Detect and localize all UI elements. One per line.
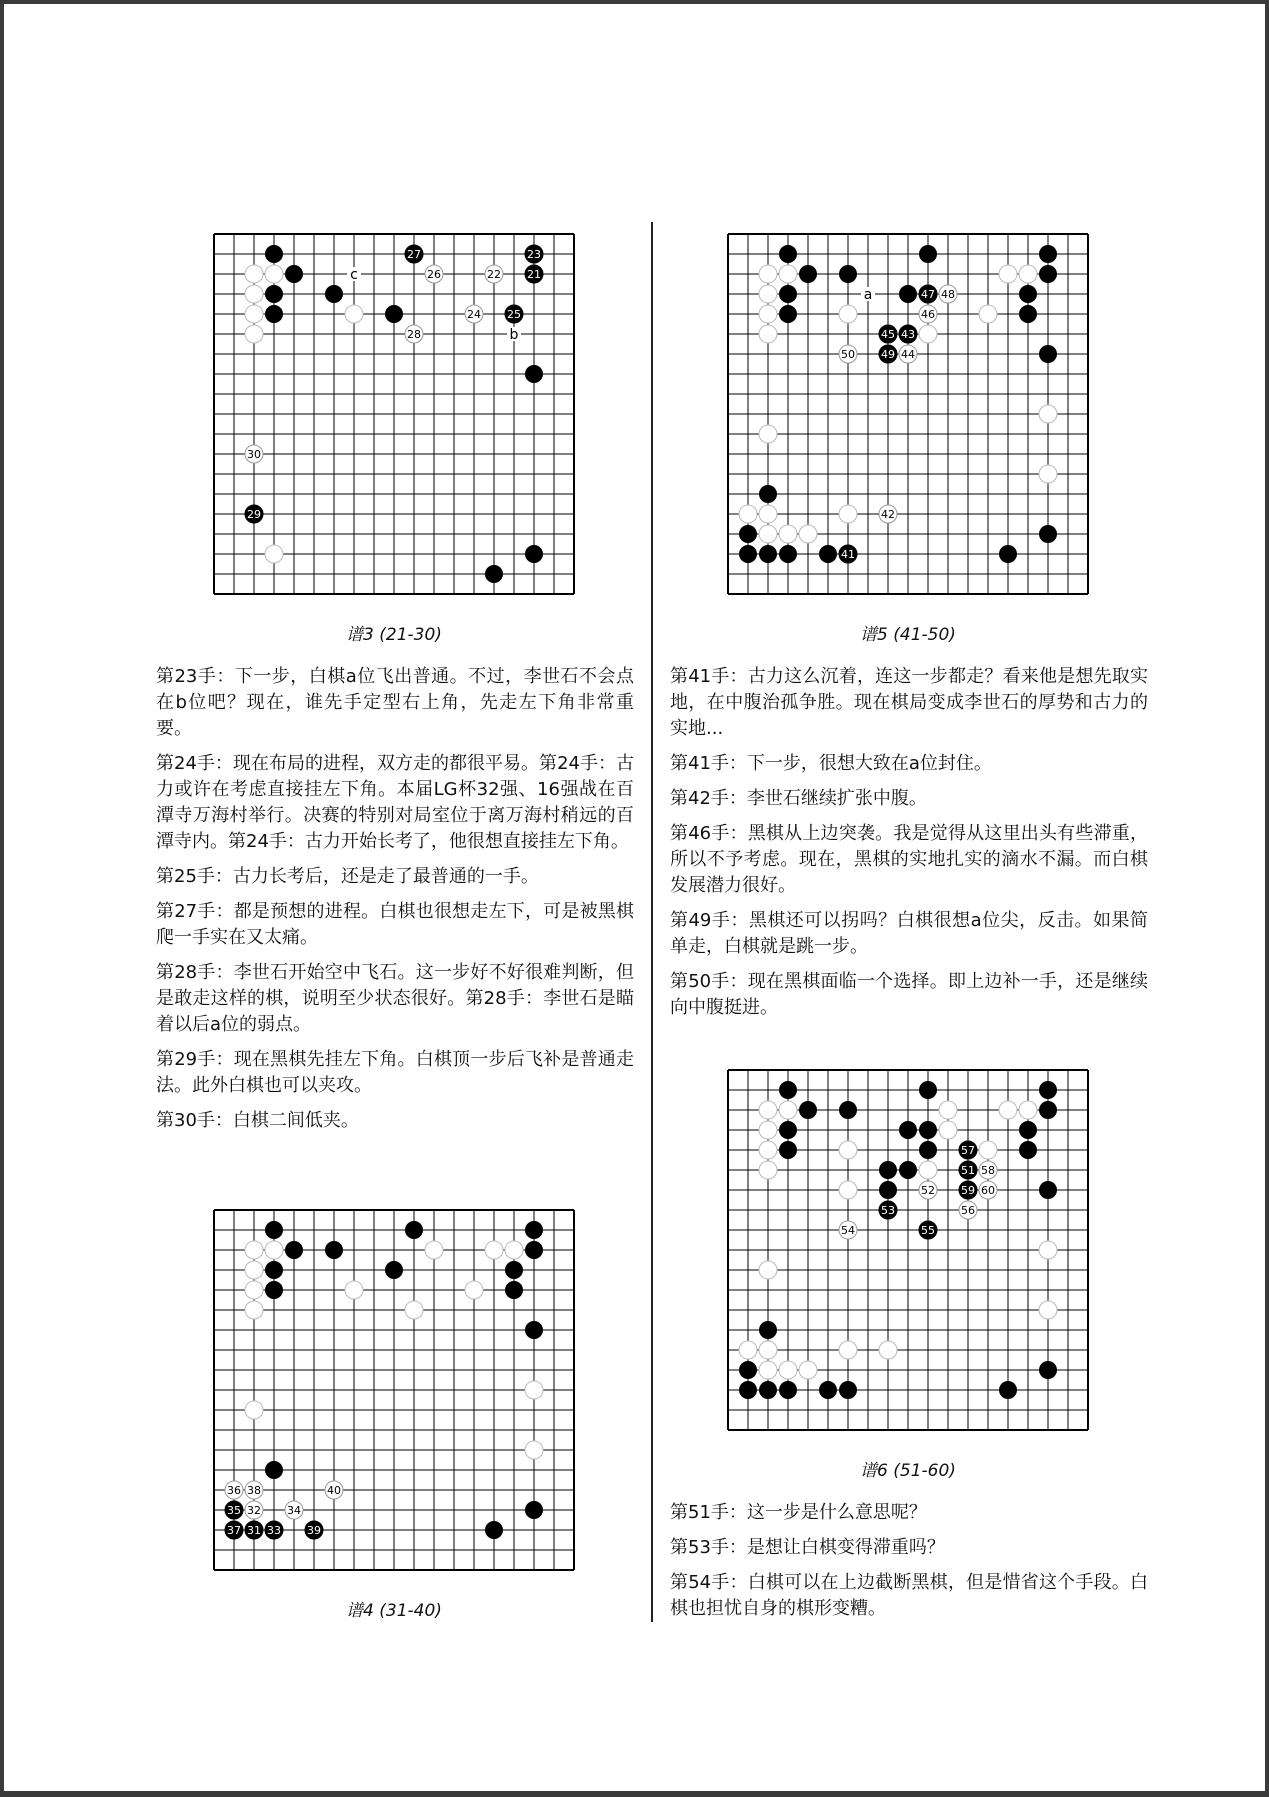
white-stone — [759, 1121, 777, 1139]
white-stone — [779, 1361, 797, 1379]
go-diagram-3 — [212, 232, 576, 596]
white-stone — [759, 505, 777, 523]
white-stone — [1019, 1101, 1037, 1119]
paragraph: 第51手：这一步是什么意思呢？ — [670, 1502, 927, 1523]
white-stone — [485, 1241, 503, 1259]
black-stone — [1019, 305, 1037, 323]
white-stone — [759, 305, 777, 323]
move-number: 30 — [247, 448, 261, 461]
white-stone — [1039, 1241, 1057, 1259]
black-stone — [779, 245, 797, 263]
white-stone — [759, 285, 777, 303]
white-stone — [979, 305, 997, 323]
white-stone — [245, 1301, 263, 1319]
black-stone — [919, 1121, 937, 1139]
white-stone — [839, 1181, 857, 1199]
move-number: 36 — [227, 1484, 241, 1497]
black-stone — [779, 1121, 797, 1139]
white-stone — [245, 265, 263, 283]
white-stone — [759, 1101, 777, 1119]
black-stone — [999, 545, 1017, 563]
move-number: 54 — [841, 1224, 855, 1237]
white-stone — [505, 1241, 523, 1259]
left-commentary — [156, 664, 634, 1143]
white-stone — [879, 1341, 897, 1359]
black-stone — [525, 365, 543, 383]
black-stone — [1039, 1081, 1057, 1099]
black-stone — [1039, 265, 1057, 283]
paragraph: 第23手：下一步，白棋a位飞出普通。不过，李世石不会点在b位吧？现在，谁先手定型右上角，先走左下角非常重要。 — [156, 666, 634, 739]
move-number: 23 — [527, 248, 541, 261]
viewer-bottom-bar — [0, 1791, 1269, 1797]
go-diagram-5 — [726, 232, 1090, 596]
right-commentary-top — [670, 664, 1148, 1030]
white-stone — [265, 1241, 283, 1259]
black-stone — [879, 1161, 897, 1179]
black-stone — [265, 285, 283, 303]
black-stone — [525, 1241, 543, 1259]
white-stone — [779, 525, 797, 543]
black-stone — [285, 265, 303, 283]
white-stone — [779, 1101, 797, 1119]
paragraph: 第50手：现在黑棋面临一个选择。即上边补一手，还是继续向中腹挺进。 — [670, 971, 1148, 1018]
white-stone — [799, 1361, 817, 1379]
black-stone — [325, 285, 343, 303]
move-number: 37 — [227, 1524, 241, 1537]
black-stone — [739, 525, 757, 543]
paragraph: 第41手：古力这么沉着，连这一步都走？看来他是想先取实地，在中腹治孤争胜。现在棋局变成李世石的厚势和古力的实地... — [670, 666, 1148, 739]
move-number: 49 — [881, 348, 895, 361]
diagram-3-caption: 谱3 (21-30) — [346, 625, 442, 645]
white-stone — [759, 1341, 777, 1359]
black-stone — [779, 305, 797, 323]
move-number: 42 — [881, 508, 895, 521]
black-stone — [1019, 1141, 1037, 1159]
white-stone — [245, 305, 263, 323]
black-stone — [1039, 1361, 1057, 1379]
go-diagram-6 — [726, 1068, 1090, 1432]
white-stone — [759, 325, 777, 343]
white-stone — [425, 1241, 443, 1259]
black-stone — [919, 245, 937, 263]
column-divider — [651, 222, 653, 1622]
white-stone — [525, 1441, 543, 1459]
black-stone — [525, 545, 543, 563]
black-stone — [759, 545, 777, 563]
white-stone — [759, 1161, 777, 1179]
point-letter: c — [350, 267, 358, 283]
paragraph: 第29手：现在黑棋先挂左下角。白棋顶一步后飞补是普通走法。此外白棋也可以夹攻。 — [156, 1049, 634, 1096]
move-number: 52 — [921, 1184, 935, 1197]
white-stone — [1039, 1301, 1057, 1319]
black-stone — [779, 1381, 797, 1399]
black-stone — [779, 1081, 797, 1099]
paragraph: 第28手：李世石开始空中飞石。这一步好不好很难判断，但是敢走这样的棋，说明至少状态很好。第28手：李世石是瞄着以后a位的弱点。 — [156, 962, 634, 1035]
white-stone — [265, 265, 283, 283]
move-number: 31 — [247, 1524, 261, 1537]
paragraph: 第30手：白棋二间低夹。 — [156, 1110, 359, 1131]
move-number: 60 — [981, 1184, 995, 1197]
black-stone — [899, 1161, 917, 1179]
paragraph: 第42手：李世石继续扩张中腹。 — [670, 788, 927, 809]
black-stone — [1019, 1121, 1037, 1139]
go-board-svg — [726, 232, 1090, 596]
white-stone — [465, 1281, 483, 1299]
black-stone — [265, 245, 283, 263]
black-stone — [325, 1241, 343, 1259]
black-stone — [265, 1281, 283, 1299]
move-number: 47 — [921, 288, 935, 301]
go-board-svg — [212, 232, 576, 596]
move-number: 58 — [981, 1164, 995, 1177]
move-number: 38 — [247, 1484, 261, 1497]
diagram-5-caption: 谱5 (41-50) — [860, 625, 956, 645]
move-number: 56 — [961, 1204, 975, 1217]
black-stone — [1039, 245, 1057, 263]
white-stone — [759, 1261, 777, 1279]
paragraph: 第25手：古力长考后，还是走了最普通的一手。 — [156, 866, 539, 887]
move-number: 29 — [247, 508, 261, 521]
white-stone — [759, 425, 777, 443]
white-stone — [999, 265, 1017, 283]
black-stone — [385, 305, 403, 323]
white-stone — [759, 265, 777, 283]
move-number: 57 — [961, 1144, 975, 1157]
diagram-4-caption: 谱4 (31-40) — [346, 1601, 442, 1621]
white-stone — [839, 1341, 857, 1359]
black-stone — [899, 1121, 917, 1139]
black-stone — [1039, 1181, 1057, 1199]
black-stone — [759, 1321, 777, 1339]
move-number: 25 — [507, 308, 521, 321]
move-number: 28 — [407, 328, 421, 341]
black-stone — [1019, 285, 1037, 303]
black-stone — [1039, 1101, 1057, 1119]
black-stone — [779, 545, 797, 563]
black-stone — [385, 1261, 403, 1279]
white-stone — [1039, 465, 1057, 483]
move-number: 44 — [901, 348, 915, 361]
white-stone — [245, 1281, 263, 1299]
black-stone — [999, 1381, 1017, 1399]
white-stone — [979, 1141, 997, 1159]
paragraph: 第54手：白棋可以在上边截断黑棋，但是惜省这个手段。白棋也担忧自身的棋形变糟。 — [670, 1572, 1148, 1619]
white-stone — [245, 1401, 263, 1419]
right-commentary-bottom — [670, 1500, 1148, 1631]
black-stone — [819, 545, 837, 563]
move-number: 21 — [527, 268, 541, 281]
move-number: 59 — [961, 1184, 975, 1197]
white-stone — [919, 1161, 937, 1179]
white-stone — [999, 1101, 1017, 1119]
white-stone — [245, 325, 263, 343]
move-number: 39 — [307, 1524, 321, 1537]
black-stone — [799, 265, 817, 283]
white-stone — [345, 305, 363, 323]
black-stone — [285, 1241, 303, 1259]
move-number: 32 — [247, 1504, 261, 1517]
white-stone — [245, 1241, 263, 1259]
move-number: 40 — [327, 1484, 341, 1497]
black-stone — [919, 1081, 937, 1099]
diagram-6-caption: 谱6 (51-60) — [860, 1461, 956, 1481]
move-number: 50 — [841, 348, 855, 361]
move-number: 53 — [881, 1204, 895, 1217]
paragraph: 第46手：黑棋从上边突袭。我是觉得从这里出头有些滞重，所以不予考虑。现在，黑棋的实地扎实的滴水不漏。而白棋发展潜力很好。 — [670, 823, 1148, 896]
black-stone — [839, 265, 857, 283]
white-stone — [839, 1141, 857, 1159]
black-stone — [739, 1381, 757, 1399]
move-number: 34 — [287, 1504, 301, 1517]
document-page — [4, 4, 1265, 1793]
move-number: 26 — [427, 268, 441, 281]
paragraph: 第24手：现在布局的进程，双方走的都很平易。第24手：古力或许在考虑直接挂左下角。本届LG杯32强、16强战在百潭寺万海村举行。决赛的特别对局室位于离万海村稍远的百潭寺内。第24手：古力开始长考了，他很想直接挂左下角。 — [156, 753, 634, 852]
white-stone — [739, 505, 757, 523]
black-stone — [265, 1221, 283, 1239]
black-stone — [265, 305, 283, 323]
go-diagram-4 — [212, 1208, 576, 1572]
white-stone — [245, 285, 263, 303]
white-stone — [245, 1261, 263, 1279]
point-letter: a — [863, 287, 873, 303]
black-stone — [265, 1461, 283, 1479]
point-letter: b — [509, 327, 519, 343]
black-stone — [819, 1381, 837, 1399]
move-number: 27 — [407, 248, 421, 261]
white-stone — [839, 505, 857, 523]
black-stone — [485, 1521, 503, 1539]
white-stone — [739, 1341, 757, 1359]
go-board-svg — [212, 1208, 576, 1572]
white-stone — [1019, 265, 1037, 283]
white-stone — [919, 325, 937, 343]
paragraph: 第49手：黑棋还可以拐吗？白棋很想a位尖，反击。如果简单走，白棋就是跳一步。 — [670, 910, 1148, 957]
move-number: 35 — [227, 1504, 241, 1517]
black-stone — [525, 1501, 543, 1519]
black-stone — [525, 1221, 543, 1239]
paragraph: 第41手：下一步，很想大致在a位封住。 — [670, 753, 992, 774]
move-number: 41 — [841, 548, 855, 561]
black-stone — [505, 1261, 523, 1279]
move-number: 43 — [901, 328, 915, 341]
white-stone — [759, 1361, 777, 1379]
black-stone — [919, 1141, 937, 1159]
black-stone — [739, 1361, 757, 1379]
black-stone — [1039, 525, 1057, 543]
black-stone — [405, 1221, 423, 1239]
white-stone — [839, 305, 857, 323]
white-stone — [799, 525, 817, 543]
white-stone — [779, 265, 797, 283]
black-stone — [779, 285, 797, 303]
move-number: 48 — [941, 288, 955, 301]
black-stone — [839, 1381, 857, 1399]
white-stone — [759, 525, 777, 543]
white-stone — [525, 1381, 543, 1399]
black-stone — [739, 545, 757, 563]
go-board-svg — [726, 1068, 1090, 1432]
black-stone — [799, 1101, 817, 1119]
white-stone — [939, 1101, 957, 1119]
black-stone — [505, 1281, 523, 1299]
black-stone — [839, 1101, 857, 1119]
move-number: 46 — [921, 308, 935, 321]
white-stone — [939, 1121, 957, 1139]
black-stone — [779, 1141, 797, 1159]
black-stone — [265, 1261, 283, 1279]
white-stone — [759, 1141, 777, 1159]
black-stone — [485, 565, 503, 583]
move-number: 33 — [267, 1524, 281, 1537]
black-stone — [1039, 345, 1057, 363]
white-stone — [345, 1281, 363, 1299]
move-number: 55 — [921, 1224, 935, 1237]
white-stone — [405, 1301, 423, 1319]
black-stone — [759, 485, 777, 503]
white-stone — [1039, 405, 1057, 423]
move-number: 24 — [467, 308, 481, 321]
white-stone — [265, 545, 283, 563]
paragraph: 第53手：是想让白棋变得滞重吗？ — [670, 1537, 945, 1558]
move-number: 22 — [487, 268, 501, 281]
move-number: 51 — [961, 1164, 975, 1177]
black-stone — [879, 1181, 897, 1199]
black-stone — [525, 1321, 543, 1339]
black-stone — [899, 285, 917, 303]
paragraph: 第27手：都是预想的进程。白棋也很想走左下，可是被黑棋爬一手实在又太痛。 — [156, 901, 634, 948]
black-stone — [759, 1381, 777, 1399]
move-number: 45 — [881, 328, 895, 341]
